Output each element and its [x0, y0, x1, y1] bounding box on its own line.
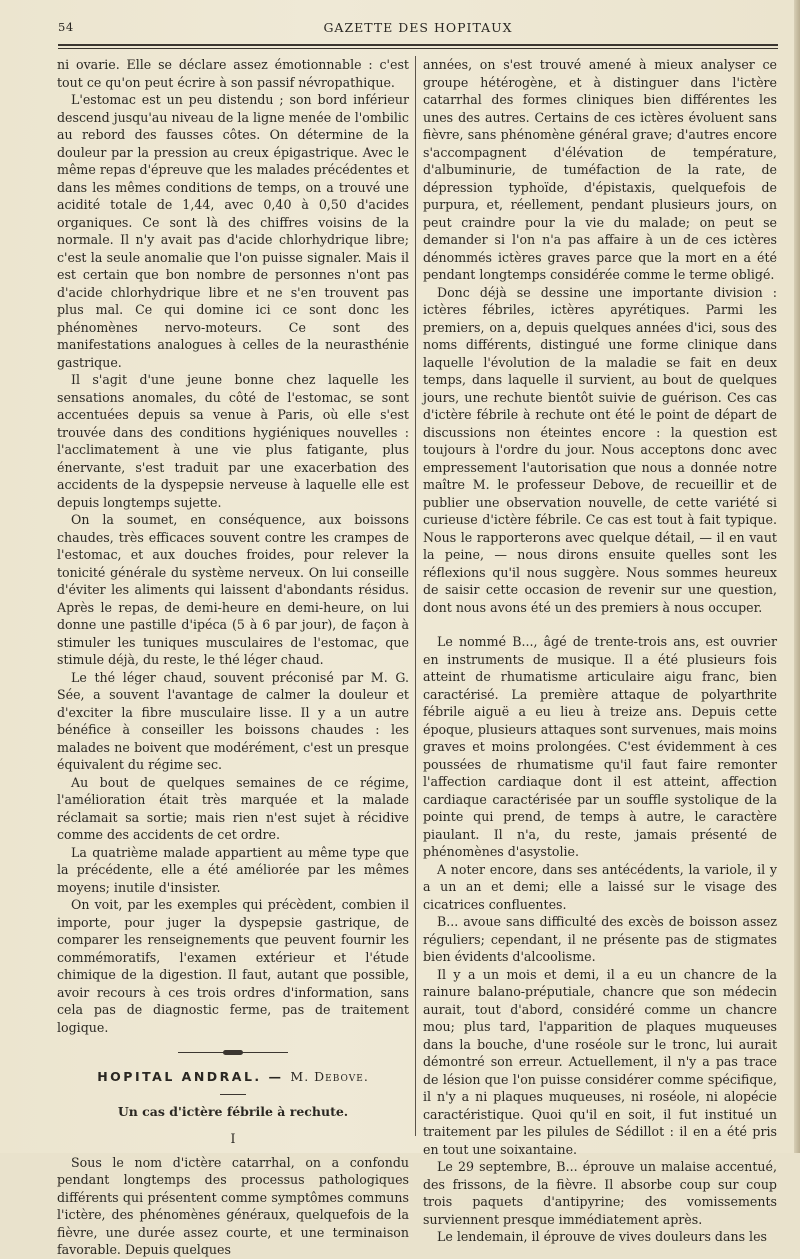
paragraph: La quatrième malade appartient au même type que la précédente, elle a été améliorée par les mêmes moyens; inutile d'insister.	[57, 844, 409, 895]
header-rule	[58, 44, 778, 46]
page-edge	[794, 0, 800, 1153]
paragraph: A noter encore, dans ses antécédents, la variole, il y a un an et demi; elle a laissé sur le visage des cicatrices confluentes.	[423, 861, 777, 912]
paragraph: Le lendemain, il éprouve de vives douleurs dans les	[437, 1229, 767, 1244]
paragraph: L'estomac est un peu distendu ; son bord inférieur descend jusqu'au niveau de la ligne menée de l'ombilic au rebord des fausses côtes. On détermine de la douleur par la pression au creux épigastrique. Avec le même repas d'épreuve que les malades précédentes et dans les mêmes conditions de temps, on a trouvé une acidité totale de 1,44, avec 0,40 à 0,50 d'acides organiques. Ce sont là des chiffres voisins de la normale. Il n'y avait pas d'acide chlorhydrique libre; c'est la seule anomalie que l'on puisse signaler. Mais il est certain que bon nombre de personnes n'ont pas d'acide chlorhydrique libre et ne s'en trouvent pas plus mal. Ce qui domine ici ce sont donc les phénomènes nervo-moteurs. Ce sont des manifestations analogues à celles de la neurasthénie gastrique.	[57, 92, 409, 370]
paragraph: B... avoue sans difficulté des excès de boisson assez réguliers; cependant, il ne présente pas de stigmates bien évidents d'alcoolisme.	[423, 914, 777, 964]
hospital-name: HOPITAL ANDRAL.	[97, 1069, 262, 1084]
left-column	[57, 56, 409, 1259]
paragraph: Le 29 septembre, B... éprouve un malaise accentué, des frissons, de la fièvre. Il absorbe coup sur coup trois paquets d'antipyrine; des vomissements surviennent presque immédiatement après.	[423, 1159, 777, 1227]
paragraph: Il y a un mois et demi, il a eu un chancre de la rainure balano-préputiale, chancre que son médecin aurait, tout d'abord, considéré comme un chancre mou; plus tard, l'apparition de plaques muqueuses dans la bouche, d'une roséole sur le tronc, lui aurait démontré son erreur. Actuellement, il n'y a pas trace de lésion que l'on puisse considérer comme spécifique, il n'y a ni plaques muqueuses, ni roséole, ni alopécie caractéristique. Quoi qu'il en soit, il fut institué un traitement par les pilules de Sédillot : il en a été pris en tout une soixantaine.	[423, 966, 777, 1157]
paragraph: Le thé léger chaud, souvent préconisé par M. G. Sée, a souvent l'avantage de calmer la douleur et d'exciter la fibre musculaire lisse. Il y a un autre bénéfice à conseiller les boissons chaudes : les malades ne boivent que modérément, c'est un presque équivalent du régime sec.	[57, 669, 409, 772]
header-rule-thin	[58, 48, 778, 49]
heading-dash: —	[268, 1069, 284, 1084]
paragraph: années, on s'est trouvé amené à mieux analyser ce groupe hétérogène, et à distinguer dans l'ictère catarrhal des formes cliniques bien différentes les unes des autres. Certains de ces ictères évoluent sans fièvre, sans phénomène général grave; d'autres encore s'accompagnent d'élévation de température, d'albuminurie, de tuméfaction de la rate, de dépression typhoïde, d'épistaxis, quelquefois de purpura, et, réellement, pendant plusieurs jours, on peut craindre pour la vie du malade; on peut se demander si l'on n'a pas affaire à un de ces ictères dénommés ictères graves parce que la mort en a été pendant longtemps considérée comme le terme obligé.	[423, 57, 777, 282]
running-title: GAZETTE DES HOPITAUX	[323, 20, 513, 35]
section-heading	[57, 1068, 409, 1086]
paragraph: Il s'agit d'une jeune bonne chez laquelle les sensations anomales, du côté de l'estomac, se sont accentuées depuis sa venue à Paris, où elle s'est trouvée dans des conditions hygiéniques nouvelles : l'acclimatement à une vie plus fatigante, plus énervante, s'est traduit par une exacerbation des accidents de la dyspepsie nerveuse à laquelle elle est depuis longtemps sujette.	[57, 372, 409, 510]
short-rule	[220, 1094, 246, 1095]
paragraph: Donc déjà se dessine une importante division : ictères fébriles, ictères apyrétiques. Parmi les premiers, on a, depuis quelques années d'ici, sous des noms différents, distingué une forme clinique dans laquelle l'évolution de la maladie se fait en deux temps, dans laquelle il survient, au bout de quelques jours, une rechute bientôt suivie de guérison. Ces cas d'ictère fébrile à rechute ont été le point de départ de discussions non éteintes encore : la question est toujours à l'ordre du jour. Nous acceptons donc avec empressement l'autorisation que nous a donnée notre maître M. le professeur Debove, de recueillir et de publier une observation nouvelle, de cette variété si curieuse d'ictère fébrile. Ce cas est tout à fait typique. Nous le rapporterons avec quelque détail, — il en vaut la peine, — nous dirons ensuite quelles sont les réflexions qu'il nous suggère. Nous sommes heureux de saisir cette occasion de revenir sur une question, dont nous avons été un des premiers à nous occuper.	[423, 284, 777, 615]
right-column	[423, 56, 777, 1246]
paragraph: On la soumet, en conséquence, aux boissons chaudes, très efficaces souvent contre les crampes de l'estomac, et aux douches froides, pour relever la tonicité générale du système nerveux. On lui conseille d'éviter les aliments qui laissent d'abondants résidus. Après le repas, de demi-heure en demi-heure, on lui donne une pastille d'ipéca (5 à 6 par jour), de façon à stimuler les tuniques musculaires de l'estomac, que stimule déjà, du reste, le thé léger chaud.	[57, 512, 409, 667]
paragraph: Le nommé B..., âgé de trente-trois ans, est ouvrier en instruments de musique. Il a été plusieurs fois atteint de rhumatisme articulaire aigu franc, bien caractérisé. La première attaque de polyarthrite fébrile aiguë a eu lieu à treize ans. Depuis cette époque, plusieurs attaques sont survenues, mais moins graves et moins prolongées. C'est évidemment à ces poussées de rhumatisme qu'il faut faire remonter l'affection cardiaque dont il est atteint, affection cardiaque caractérisée par un souffle systolique de la pointe qui prend, de temps à autre, le caractère piaulant. Il n'a, du reste, jamais présenté de phénomènes d'asystolie.	[423, 634, 777, 859]
article-title: Un cas d'ictère fébrile à rechute.	[117, 1103, 349, 1119]
paragraph: Au bout de quelques semaines de ce régime, l'amélioration était très marquée et la malade réclamait sa sortie; mais rien n'est sujet à récidive comme des accidents de cet ordre.	[57, 774, 409, 842]
paragraph: ni ovarie. Elle se déclare assez émotionnable : c'est tout ce qu'on peut écrire à son passif névropathique.	[57, 57, 409, 90]
paragraph: On voit, par les exemples qui précèdent, combien il importe, pour juger la dyspepsie gastrique, de comparer les renseignements que peuvent fournir les commémoratifs, l'examen extérieur et l'étude chimique de la digestion. Il faut, autant que possible, avoir recours à ces trois ordres d'information, sans cela pas de diagnostic ferme, pas de traitement logique.	[57, 897, 409, 1035]
page-number: 54	[58, 20, 74, 34]
section-numeral: I	[230, 1131, 236, 1146]
ornament-divider	[178, 1050, 288, 1056]
column-divider	[415, 56, 416, 1136]
paragraph: Sous le nom d'ictère catarrhal, on a confondu pendant longtemps des processus pathologiques différents qui présentent comme symptômes communs l'ictère, des phénomènes généraux, quelquefois de la fièvre, une durée assez courte, et une terminaison favorable. Depuis quelques	[57, 1154, 409, 1257]
page-header	[58, 20, 778, 44]
doctor-name: M. Debove.	[290, 1069, 369, 1084]
